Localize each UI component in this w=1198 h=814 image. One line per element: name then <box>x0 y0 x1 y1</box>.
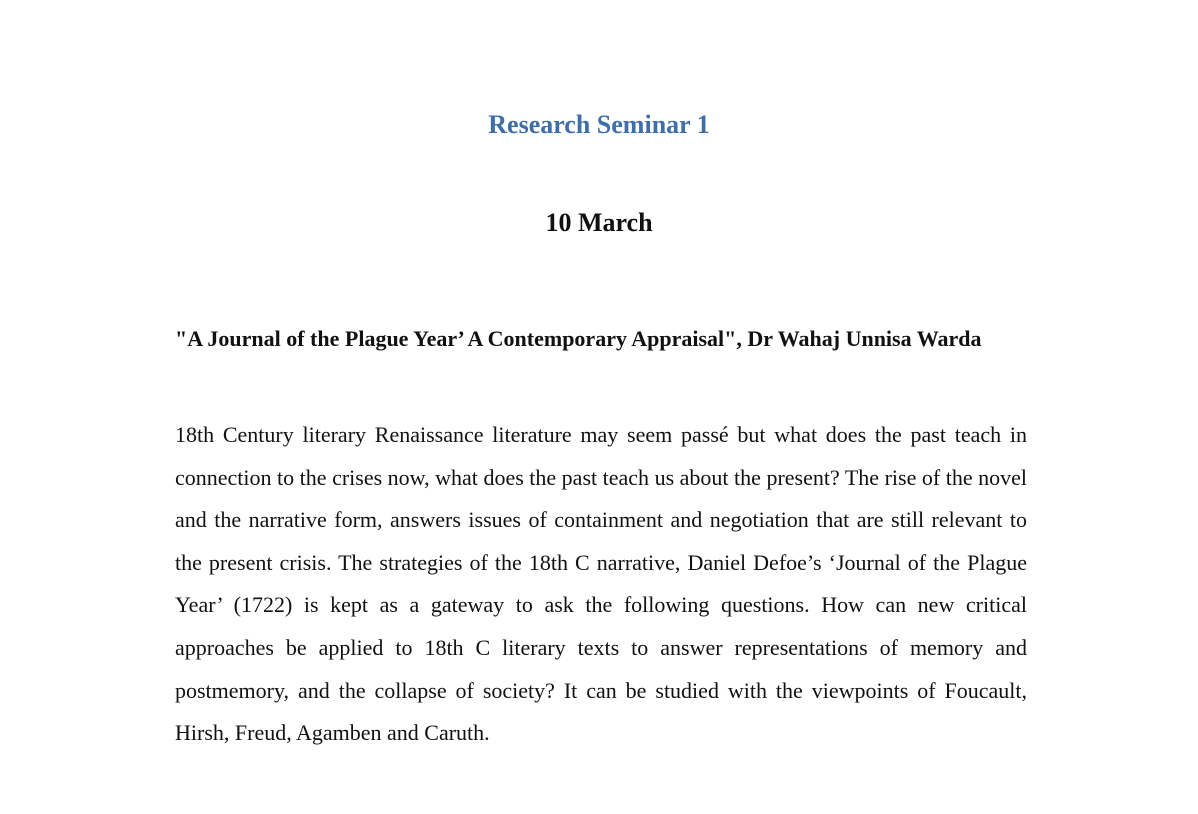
talk-heading: "A Journal of the Plague Year’ A Contemporary Appraisal", Dr Wahaj Unnisa Warda <box>175 326 982 351</box>
abstract-paragraph: 18th Century literary Renaissance literature may seem passé but what does the past teach in connection to the crises now, what does the past teach us about the present? The rise of the novel and the narrative form, answers issues of containment and negotiation that are still relevant to the present crisis. The strategies of the 18th C narrative, Daniel Defoe’s ‘Journal of the Plague Year’ (1722) is kept as a gateway to ask the following questions. How can new critical approaches be applied to 18th C literary texts to answer representations of memory and postmemory, and the collapse of society? It can be studied with the viewpoints of Foucault, Hirsh, Freud, Agamben and Caruth. <box>175 422 1027 746</box>
page-title: Research Seminar 1 <box>488 110 710 139</box>
seminar-date: 10 March <box>545 208 653 237</box>
